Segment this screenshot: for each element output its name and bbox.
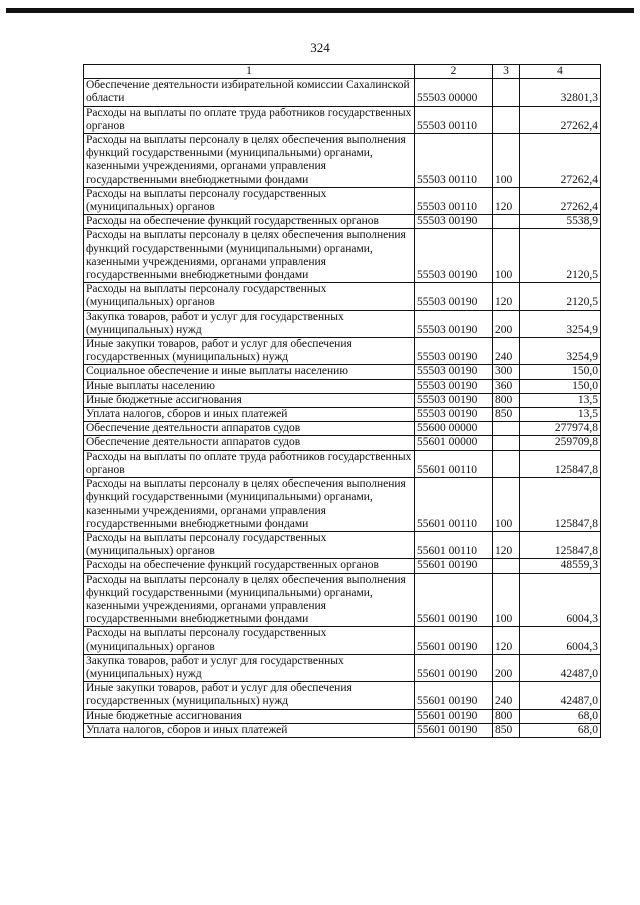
table-row <box>84 338 601 365</box>
row-amount: 13,5 <box>520 408 601 422</box>
row-code: 55503 00190 <box>415 310 493 337</box>
row-code: 55601 00110 <box>415 450 493 477</box>
row-amount: 125847,8 <box>520 478 601 532</box>
row-name: Расходы на выплаты по оплате труда работников государственных органов <box>84 450 415 477</box>
row-amount: 6004,3 <box>520 627 601 654</box>
row-name: Расходы на обеспечение функций государственных органов <box>84 559 415 573</box>
row-name: Закупка товаров, работ и услуг для государственных (муниципальных) нужд <box>84 654 415 681</box>
row-code: 55601 00190 <box>415 709 493 723</box>
row-expense-type: 200 <box>493 310 520 337</box>
row-expense-type: 800 <box>493 709 520 723</box>
table-row <box>84 408 601 422</box>
table-row <box>84 106 601 133</box>
row-amount: 6004,3 <box>520 573 601 627</box>
row-expense-type: 300 <box>493 365 520 379</box>
table-row <box>84 627 601 654</box>
row-code: 55503 00190 <box>415 393 493 407</box>
table-row <box>84 187 601 214</box>
header-col-4: 4 <box>520 65 601 79</box>
row-expense-type: 120 <box>493 283 520 310</box>
row-name: Расходы на выплаты персоналу государственных (муниципальных) органов <box>84 531 415 558</box>
row-expense-type: 100 <box>493 229 520 283</box>
row-amount: 42487,0 <box>520 682 601 709</box>
table-row <box>84 682 601 709</box>
row-code: 55503 00190 <box>415 229 493 283</box>
row-code: 55503 00190 <box>415 283 493 310</box>
header-col-1: 1 <box>84 65 415 79</box>
row-expense-type: 200 <box>493 654 520 681</box>
row-name: Обеспечение деятельности аппаратов судов <box>84 422 415 436</box>
row-expense-type: 800 <box>493 393 520 407</box>
row-amount: 277974,8 <box>520 422 601 436</box>
row-code: 55503 00190 <box>415 408 493 422</box>
row-code: 55503 00190 <box>415 338 493 365</box>
row-expense-type: 240 <box>493 338 520 365</box>
table-row <box>84 422 601 436</box>
table-row <box>84 531 601 558</box>
budget-table <box>83 64 601 738</box>
table-body <box>84 79 601 738</box>
row-amount: 13,5 <box>520 393 601 407</box>
table-row <box>84 573 601 627</box>
row-expense-type: 360 <box>493 379 520 393</box>
row-code: 55601 00190 <box>415 654 493 681</box>
row-code: 55503 00110 <box>415 134 493 188</box>
row-code: 55503 00110 <box>415 106 493 133</box>
row-amount: 259709,8 <box>520 436 601 450</box>
row-code: 55601 00000 <box>415 436 493 450</box>
row-code: 55600 00000 <box>415 422 493 436</box>
header-col-2: 2 <box>415 65 493 79</box>
table-row <box>84 393 601 407</box>
row-name: Расходы на обеспечение функций государственных органов <box>84 215 415 229</box>
row-expense-type <box>493 422 520 436</box>
row-code: 55503 00190 <box>415 215 493 229</box>
row-amount: 125847,8 <box>520 450 601 477</box>
row-expense-type <box>493 79 520 106</box>
row-amount: 5538,9 <box>520 215 601 229</box>
table-row <box>84 310 601 337</box>
table-row <box>84 79 601 106</box>
row-name: Иные закупки товаров, работ и услуг для обеспечения государственных (муниципальных) нужд <box>84 338 415 365</box>
header-col-3: 3 <box>493 65 520 79</box>
row-name: Уплата налогов, сборов и иных платежей <box>84 723 415 737</box>
row-expense-type: 240 <box>493 682 520 709</box>
row-name: Обеспечение деятельности избирательной комиссии Сахалинской области <box>84 79 415 106</box>
row-expense-type: 120 <box>493 627 520 654</box>
row-code: 55601 00110 <box>415 531 493 558</box>
table-row <box>84 478 601 532</box>
row-name: Расходы на выплаты персоналу в целях обеспечения выполнения функций государственными (муниципальными) органами, казенными учреждениями, органами управления государственными внебюджетными фондами <box>84 573 415 627</box>
table-row <box>84 436 601 450</box>
row-code: 55601 00110 <box>415 478 493 532</box>
row-amount: 68,0 <box>520 709 601 723</box>
row-name: Расходы на выплаты персоналу государственных (муниципальных) органов <box>84 187 415 214</box>
row-name: Расходы на выплаты персоналу в целях обеспечения выполнения функций государственными (муниципальными) органами, казенными учреждениями, органами управления государственными внебюджетными фондами <box>84 478 415 532</box>
row-expense-type: 120 <box>493 187 520 214</box>
table-row <box>84 215 601 229</box>
row-code: 55601 00190 <box>415 723 493 737</box>
row-expense-type: 100 <box>493 134 520 188</box>
row-amount: 68,0 <box>520 723 601 737</box>
row-name: Расходы на выплаты персоналу государственных (муниципальных) органов <box>84 283 415 310</box>
table-row <box>84 134 601 188</box>
row-name: Расходы на выплаты по оплате труда работников государственных органов <box>84 106 415 133</box>
row-name: Иные закупки товаров, работ и услуг для обеспечения государственных (муниципальных) нужд <box>84 682 415 709</box>
table-row <box>84 559 601 573</box>
table-row <box>84 229 601 283</box>
row-code: 55601 00190 <box>415 627 493 654</box>
row-expense-type: 850 <box>493 408 520 422</box>
row-amount: 125847,8 <box>520 531 601 558</box>
row-amount: 3254,9 <box>520 310 601 337</box>
table-row <box>84 723 601 737</box>
table-row <box>84 283 601 310</box>
row-name: Уплата налогов, сборов и иных платежей <box>84 408 415 422</box>
row-expense-type <box>493 106 520 133</box>
row-code: 55601 00190 <box>415 573 493 627</box>
table-row <box>84 379 601 393</box>
row-amount: 27262,4 <box>520 187 601 214</box>
table-row <box>84 450 601 477</box>
row-code: 55503 00190 <box>415 379 493 393</box>
row-name: Иные бюджетные ассигнования <box>84 393 415 407</box>
table-row <box>84 709 601 723</box>
row-expense-type <box>493 559 520 573</box>
row-expense-type: 100 <box>493 478 520 532</box>
row-expense-type: 850 <box>493 723 520 737</box>
row-name: Расходы на выплаты персоналу в целях обеспечения выполнения функций государственными (муниципальными) органами, казенными учреждениями, органами управления государственными внебюджетными фондами <box>84 134 415 188</box>
table-row <box>84 365 601 379</box>
row-amount: 42487,0 <box>520 654 601 681</box>
row-name: Расходы на выплаты персоналу государственных (муниципальных) органов <box>84 627 415 654</box>
row-amount: 32801,3 <box>520 79 601 106</box>
row-amount: 150,0 <box>520 379 601 393</box>
row-name: Закупка товаров, работ и услуг для государственных (муниципальных) нужд <box>84 310 415 337</box>
top-rule <box>6 8 634 13</box>
page-number: 324 <box>310 40 330 55</box>
row-name: Расходы на выплаты персоналу в целях обеспечения выполнения функций государственными (муниципальными) органами, казенными учреждениями, органами управления государственными внебюджетными фондами <box>84 229 415 283</box>
row-amount: 3254,9 <box>520 338 601 365</box>
header-row <box>84 65 601 79</box>
row-code: 55601 00190 <box>415 682 493 709</box>
row-name: Обеспечение деятельности аппаратов судов <box>84 436 415 450</box>
row-code: 55503 00190 <box>415 365 493 379</box>
row-name: Социальное обеспечение и иные выплаты населению <box>84 365 415 379</box>
row-amount: 2120,5 <box>520 283 601 310</box>
row-name: Иные бюджетные ассигнования <box>84 709 415 723</box>
row-amount: 150,0 <box>520 365 601 379</box>
row-expense-type <box>493 450 520 477</box>
row-amount: 27262,4 <box>520 134 601 188</box>
table-row <box>84 654 601 681</box>
row-code: 55503 00110 <box>415 187 493 214</box>
row-code: 55503 00000 <box>415 79 493 106</box>
row-amount: 2120,5 <box>520 229 601 283</box>
row-amount: 48559,3 <box>520 559 601 573</box>
row-expense-type: 120 <box>493 531 520 558</box>
row-expense-type: 100 <box>493 573 520 627</box>
row-expense-type <box>493 215 520 229</box>
row-expense-type <box>493 436 520 450</box>
row-code: 55601 00190 <box>415 559 493 573</box>
row-name: Иные выплаты населению <box>84 379 415 393</box>
row-amount: 27262,4 <box>520 106 601 133</box>
